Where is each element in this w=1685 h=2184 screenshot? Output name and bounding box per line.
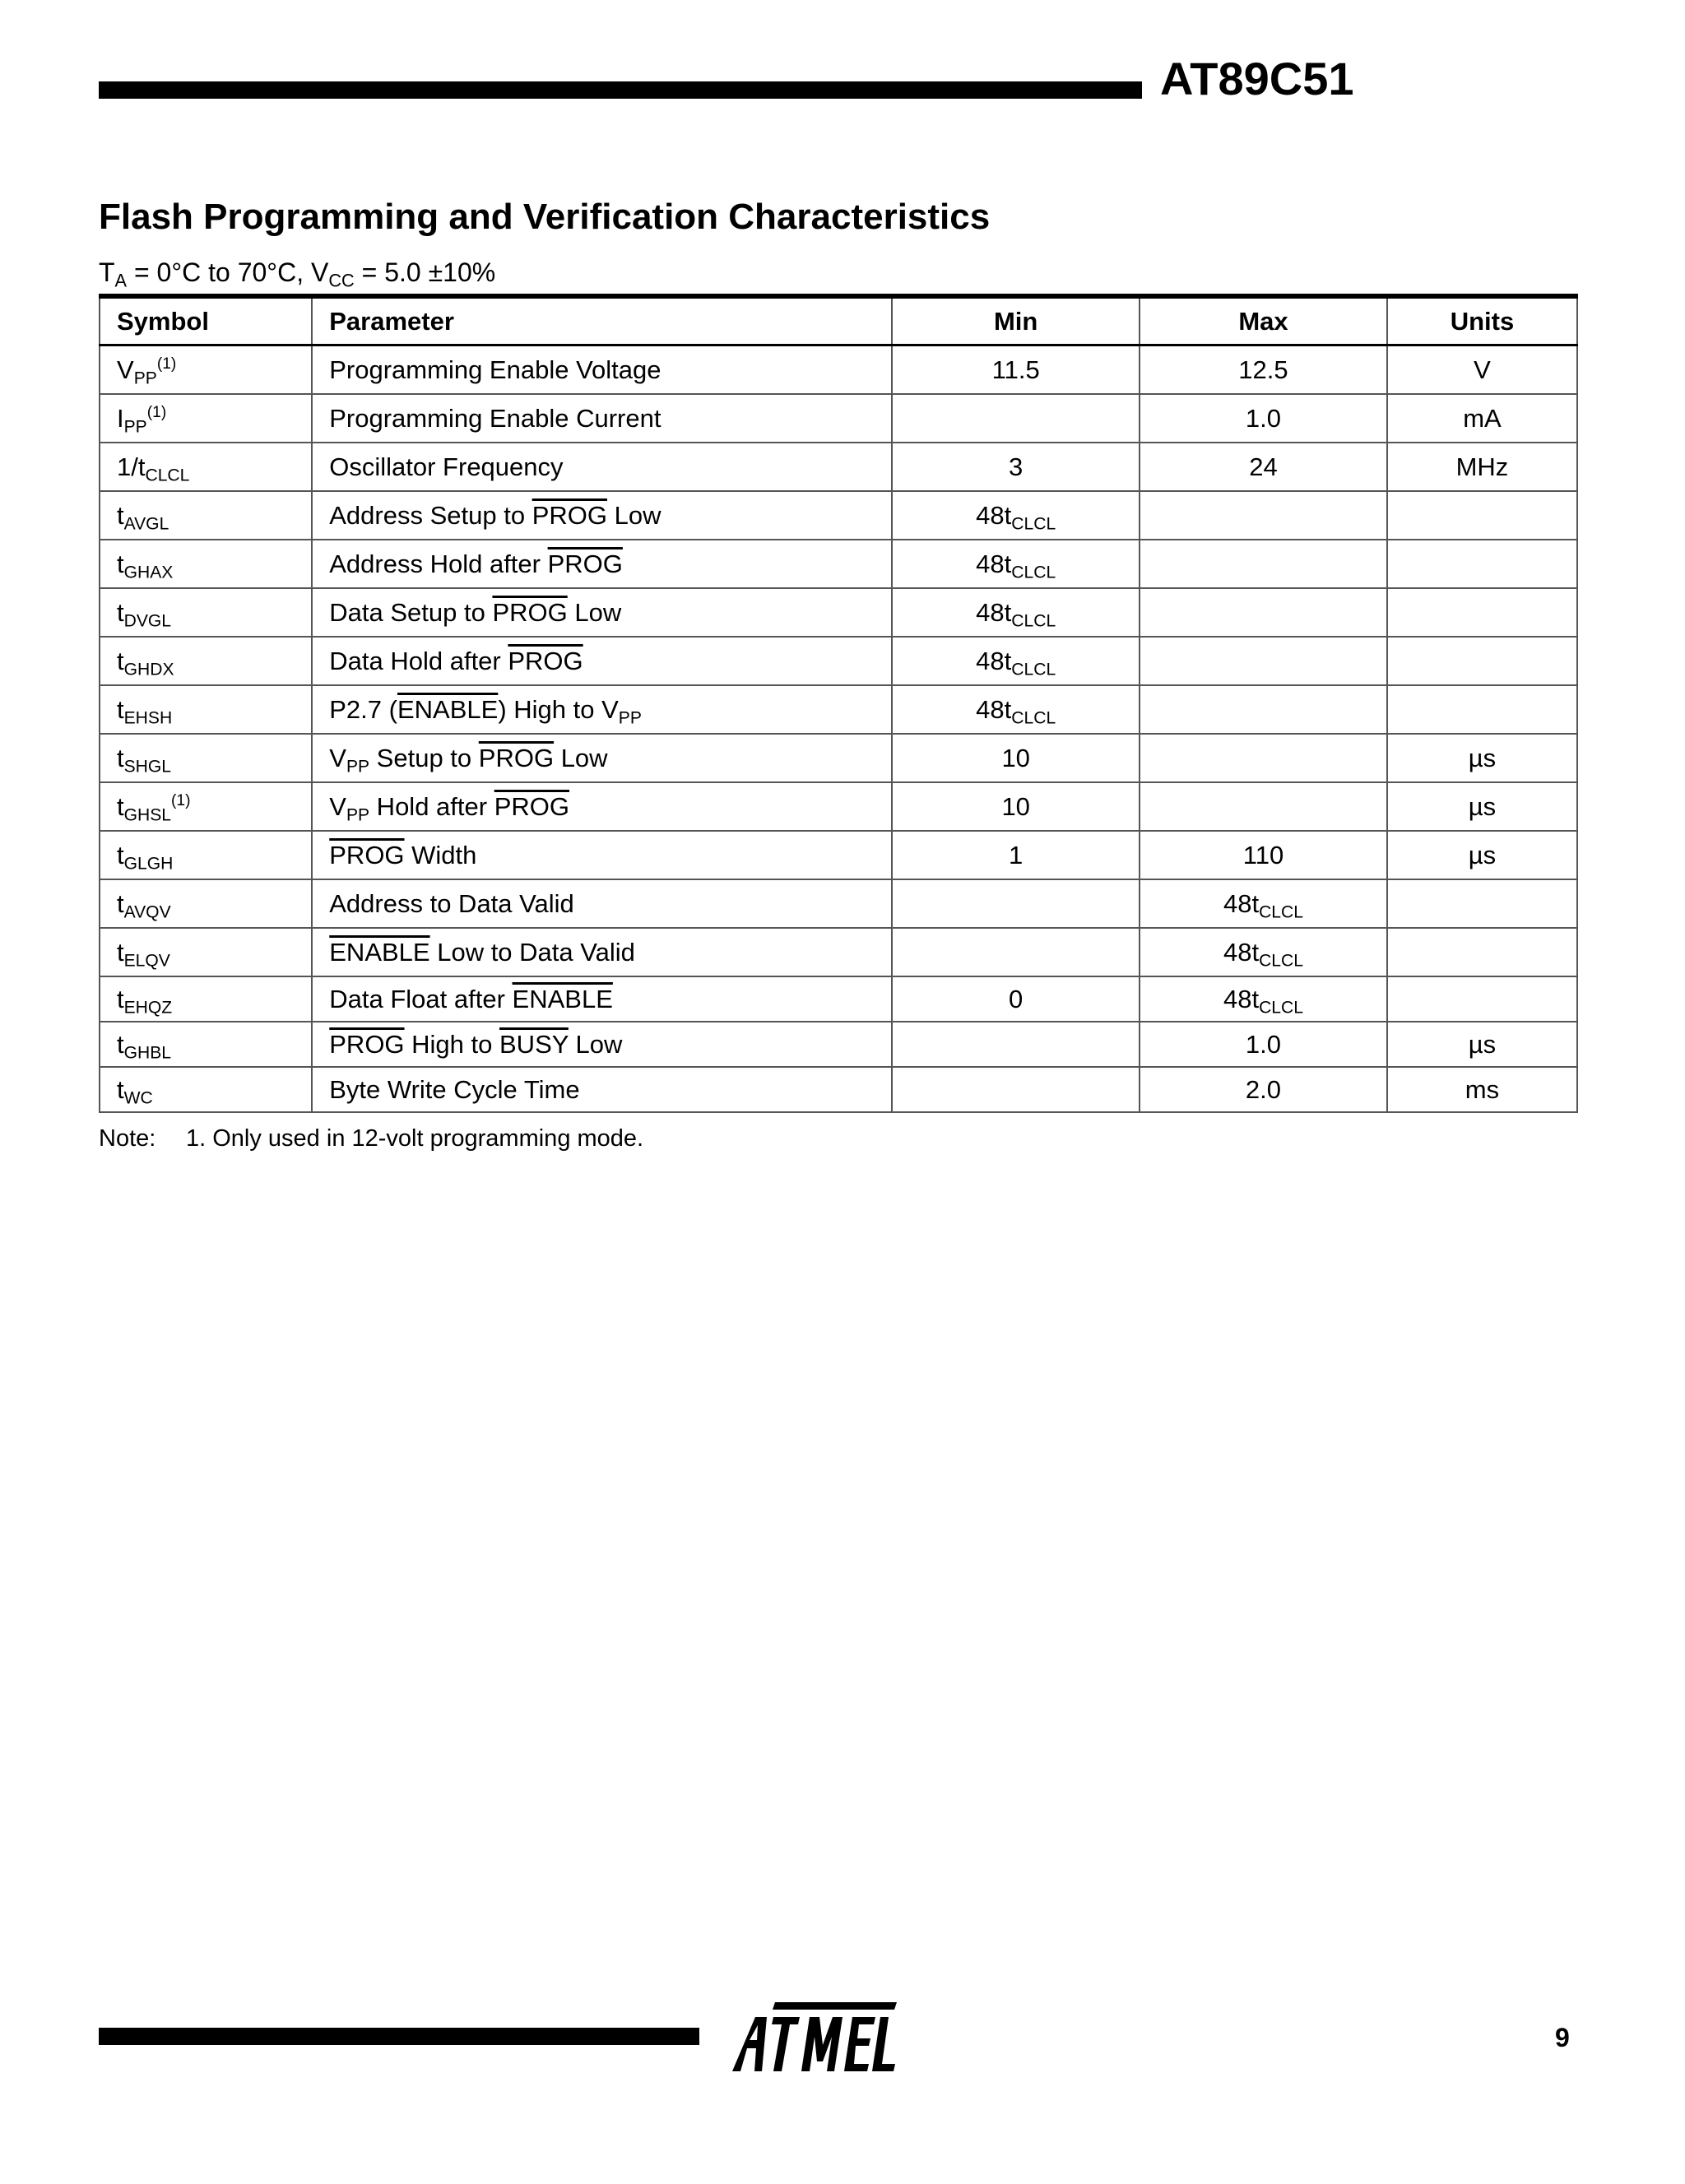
- symbol-cell: [100, 976, 312, 1022]
- symbol-letter: 1/t: [117, 452, 146, 481]
- symbol-cell: [100, 345, 312, 395]
- parameter-text: Low: [567, 597, 622, 627]
- parameter-cell: [312, 928, 892, 976]
- max-subscript: CLCL: [1259, 950, 1303, 970]
- table-note: [99, 1124, 643, 1153]
- parameter-text: Data Hold after: [329, 646, 508, 675]
- max-cell: [1140, 879, 1387, 928]
- symbol-subscript: GLGH: [123, 853, 174, 873]
- max-cell: [1140, 491, 1387, 540]
- max-cell: [1140, 831, 1387, 879]
- max-cell: [1140, 443, 1387, 491]
- parameter-text: Low: [554, 743, 608, 772]
- parameter-cell: [312, 734, 892, 782]
- max-cell: [1140, 685, 1387, 734]
- symbol-subscript: EHSH: [123, 707, 173, 727]
- parameter-text: High to: [404, 1029, 499, 1059]
- units-cell: [1387, 928, 1577, 976]
- table-row: [100, 685, 1577, 734]
- min-text: 3: [1009, 452, 1024, 481]
- vcc-subscript: CC: [328, 270, 355, 291]
- symbol-subscript: AVQV: [123, 902, 171, 921]
- parameter-text: Low: [568, 1029, 623, 1059]
- symbol-subscript: GHSL: [123, 805, 172, 824]
- units-cell: µs: [1387, 1022, 1577, 1067]
- symbol-subscript: WC: [123, 1087, 153, 1107]
- symbol-letter: t: [117, 694, 124, 724]
- max-cell: [1140, 928, 1387, 976]
- parameter-overline-signal: ENABLE: [329, 937, 430, 967]
- min-cell: [892, 831, 1140, 879]
- table-row: [100, 394, 1577, 443]
- symbol-subscript: AVGL: [123, 513, 169, 533]
- parameter-text: V: [329, 743, 346, 772]
- min-cell: [892, 394, 1140, 443]
- operating-conditions: [99, 257, 496, 291]
- chip-name: AT89C51: [1160, 53, 1354, 104]
- units-cell: [1387, 540, 1577, 588]
- ta-symbol: T: [99, 257, 115, 287]
- max-cell: [1140, 1022, 1387, 1067]
- parameter-overline-signal: ENABLE: [397, 694, 499, 724]
- ta-range: = 0°C to 70°C, V: [127, 257, 329, 287]
- units-cell: [1387, 491, 1577, 540]
- units-cell: [1387, 685, 1577, 734]
- max-text: 12.5: [1238, 355, 1288, 384]
- min-cell: [892, 928, 1140, 976]
- parameter-cell: [312, 831, 892, 879]
- max-cell: [1140, 345, 1387, 395]
- units-cell: [1387, 976, 1577, 1022]
- parameter-text: Address Setup to: [329, 500, 532, 530]
- max-subscript: CLCL: [1259, 902, 1303, 921]
- parameter-text: Data Setup to: [329, 597, 493, 627]
- min-cell: [892, 685, 1140, 734]
- symbol-cell: [100, 734, 312, 782]
- characteristics-table: [99, 294, 1578, 1113]
- min-subscript: CLCL: [1011, 707, 1056, 727]
- symbol-cell: [100, 928, 312, 976]
- symbol-cell: [100, 1067, 312, 1112]
- parameter-cell: [312, 394, 892, 443]
- max-text: 48t: [1223, 984, 1260, 1013]
- symbol-cell: [100, 491, 312, 540]
- min-text: 48t: [976, 646, 1012, 675]
- page-title: Flash Programming and Verification Characteristics: [99, 197, 991, 237]
- footer-rule: [99, 2028, 699, 2045]
- min-cell: [892, 976, 1140, 1022]
- symbol-letter: t: [117, 1029, 124, 1059]
- note-label: Note:: [99, 1125, 156, 1152]
- min-text: 48t: [976, 597, 1012, 627]
- table-row: [100, 734, 1577, 782]
- max-cell: [1140, 540, 1387, 588]
- table-row: [100, 345, 1577, 395]
- header-units: Units: [1387, 296, 1577, 345]
- parameter-text: Programming Enable Current: [329, 403, 661, 433]
- min-text: 48t: [976, 500, 1012, 530]
- symbol-letter: t: [117, 984, 124, 1013]
- table-row: [100, 443, 1577, 491]
- symbol-subscript: EHQZ: [123, 997, 173, 1017]
- parameter-text: ) High to V: [498, 694, 619, 724]
- table-row: [100, 637, 1577, 685]
- header-rule: [99, 81, 1142, 99]
- page-number: 9: [1555, 2023, 1570, 2052]
- min-text: 0: [1009, 984, 1024, 1013]
- min-subscript: CLCL: [1011, 513, 1056, 533]
- max-text: 48t: [1223, 888, 1260, 918]
- parameter-cell: [312, 588, 892, 637]
- max-cell: [1140, 394, 1387, 443]
- symbol-cell: [100, 782, 312, 831]
- max-cell: [1140, 734, 1387, 782]
- symbol-subscript: PP: [123, 416, 147, 436]
- max-cell: [1140, 588, 1387, 637]
- min-cell: [892, 782, 1140, 831]
- max-text: 110: [1242, 840, 1284, 869]
- units-cell: µs: [1387, 831, 1577, 879]
- parameter-text: Programming Enable Voltage: [329, 355, 661, 384]
- min-text: 10: [1001, 791, 1030, 821]
- max-cell: [1140, 976, 1387, 1022]
- atmel-logo: [727, 1997, 900, 2076]
- parameter-text: Address Hold after: [329, 549, 548, 578]
- symbol-letter: t: [117, 646, 124, 675]
- units-cell: ms: [1387, 1067, 1577, 1112]
- symbol-cell: [100, 831, 312, 879]
- parameter-overline-signal: BUSY: [499, 1029, 569, 1059]
- parameter-overline-signal: PROG: [494, 791, 569, 821]
- parameter-text: Address to Data Valid: [329, 888, 574, 918]
- units-cell: MHz: [1387, 443, 1577, 491]
- min-cell: [892, 1067, 1140, 1112]
- min-text: 1: [1009, 840, 1024, 869]
- table-row: [100, 928, 1577, 976]
- min-cell: [892, 637, 1140, 685]
- min-subscript: CLCL: [1011, 610, 1056, 630]
- units-cell: [1387, 879, 1577, 928]
- symbol-letter: t: [117, 743, 124, 772]
- vcc-value: = 5.0 ±10%: [354, 257, 496, 287]
- symbol-letter: t: [117, 597, 124, 627]
- note-text: 1. Only used in 12-volt programming mode.: [186, 1125, 644, 1152]
- symbol-subscript: GHAX: [123, 562, 174, 582]
- parameter-cell: [312, 637, 892, 685]
- symbol-subscript: DVGL: [123, 610, 172, 630]
- min-text: 10: [1001, 743, 1030, 772]
- max-text: 48t: [1223, 937, 1260, 967]
- parameter-cell: [312, 1022, 892, 1067]
- symbol-cell: [100, 879, 312, 928]
- parameter-overline-signal: PROG: [508, 646, 583, 675]
- symbol-subscript: CLCL: [145, 465, 190, 485]
- parameter-text: Setup to: [369, 743, 479, 772]
- symbol-letter: t: [117, 840, 124, 869]
- parameter-cell: [312, 976, 892, 1022]
- symbol-letter: I: [117, 403, 124, 433]
- parameter-overline-signal: PROG: [531, 500, 607, 530]
- min-cell: [892, 734, 1140, 782]
- footnote-marker: (1): [146, 403, 167, 421]
- symbol-cell: [100, 394, 312, 443]
- symbol-letter: t: [117, 937, 124, 967]
- table-row: [100, 782, 1577, 831]
- min-cell: [892, 588, 1140, 637]
- min-cell: [892, 345, 1140, 395]
- units-cell: µs: [1387, 782, 1577, 831]
- parameter-text: Hold after: [369, 791, 494, 821]
- symbol-cell: [100, 685, 312, 734]
- parameter-text: Data Float after: [329, 984, 513, 1013]
- footnote-marker: (1): [171, 791, 191, 809]
- max-cell: [1140, 1067, 1387, 1112]
- parameter-cell: [312, 443, 892, 491]
- min-cell: [892, 443, 1140, 491]
- symbol-subscript: GHDX: [123, 659, 174, 679]
- symbol-cell: [100, 443, 312, 491]
- min-subscript: CLCL: [1011, 562, 1056, 582]
- min-text: 48t: [976, 694, 1012, 724]
- min-cell: [892, 1022, 1140, 1067]
- header-max: Max: [1140, 296, 1387, 345]
- max-cell: [1140, 637, 1387, 685]
- table-body: [100, 345, 1577, 1113]
- table-header-row: [100, 296, 1577, 345]
- max-text: 1.0: [1245, 1029, 1282, 1059]
- parameter-text: Width: [404, 840, 477, 869]
- symbol-subscript: SHGL: [123, 756, 172, 776]
- min-cell: [892, 879, 1140, 928]
- symbol-letter: t: [117, 1074, 124, 1104]
- header-parameter: Parameter: [312, 296, 892, 345]
- parameter-cell: [312, 1067, 892, 1112]
- table-row: [100, 879, 1577, 928]
- max-cell: [1140, 782, 1387, 831]
- max-text: 24: [1249, 452, 1278, 481]
- units-cell: mA: [1387, 394, 1577, 443]
- table-row: [100, 588, 1577, 637]
- parameter-cell: [312, 345, 892, 395]
- footnote-marker: (1): [156, 355, 177, 373]
- symbol-cell: [100, 1022, 312, 1067]
- min-subscript: CLCL: [1011, 659, 1056, 679]
- units-cell: µs: [1387, 734, 1577, 782]
- symbol-letter: t: [117, 500, 124, 530]
- parameter-overline-signal: ENABLE: [512, 984, 613, 1013]
- parameter-text: P2.7 (: [329, 694, 397, 724]
- parameter-cell: [312, 685, 892, 734]
- parameter-overline-signal: PROG: [478, 743, 555, 772]
- parameter-subscript: PP: [346, 756, 370, 776]
- max-subscript: CLCL: [1259, 997, 1303, 1017]
- min-cell: [892, 491, 1140, 540]
- min-text: 11.5: [991, 355, 1040, 384]
- symbol-letter: t: [117, 549, 124, 578]
- symbol-subscript: GHBL: [123, 1042, 172, 1062]
- parameter-cell: [312, 782, 892, 831]
- max-text: 1.0: [1245, 403, 1282, 433]
- parameter-cell: [312, 879, 892, 928]
- symbol-letter: V: [117, 355, 134, 384]
- symbol-cell: [100, 637, 312, 685]
- parameter-text: Byte Write Cycle Time: [329, 1074, 580, 1104]
- symbol-subscript: ELQV: [123, 950, 170, 970]
- symbol-letter: t: [117, 791, 124, 821]
- parameter-text: V: [329, 791, 346, 821]
- max-text: 2.0: [1245, 1074, 1282, 1104]
- parameter-text: Low: [606, 500, 661, 530]
- parameter-subscript: PP: [346, 805, 370, 824]
- parameter-cell: [312, 540, 892, 588]
- symbol-cell: [100, 540, 312, 588]
- parameter-overline-signal: PROG: [329, 840, 405, 869]
- min-cell: [892, 540, 1140, 588]
- table-row: [100, 1022, 1577, 1067]
- parameter-text: Oscillator Frequency: [329, 452, 564, 481]
- parameter-overline-signal: PROG: [329, 1029, 405, 1059]
- symbol-subscript: PP: [133, 368, 157, 387]
- units-cell: [1387, 588, 1577, 637]
- parameter-overline-signal: PROG: [492, 597, 568, 627]
- table-row: [100, 491, 1577, 540]
- ta-subscript: A: [114, 270, 128, 291]
- table-row: [100, 976, 1577, 1022]
- table-row: [100, 1067, 1577, 1112]
- units-cell: V: [1387, 345, 1577, 395]
- table-row: [100, 540, 1577, 588]
- table-row: [100, 831, 1577, 879]
- symbol-letter: t: [117, 888, 124, 918]
- parameter-text: Low to Data Valid: [429, 937, 635, 967]
- units-cell: [1387, 637, 1577, 685]
- header-min: Min: [892, 296, 1140, 345]
- symbol-cell: [100, 588, 312, 637]
- parameter-subscript: PP: [618, 707, 642, 727]
- parameter-overline-signal: PROG: [547, 549, 623, 578]
- parameter-cell: [312, 491, 892, 540]
- min-text: 48t: [976, 549, 1012, 578]
- header-symbol: Symbol: [100, 296, 312, 345]
